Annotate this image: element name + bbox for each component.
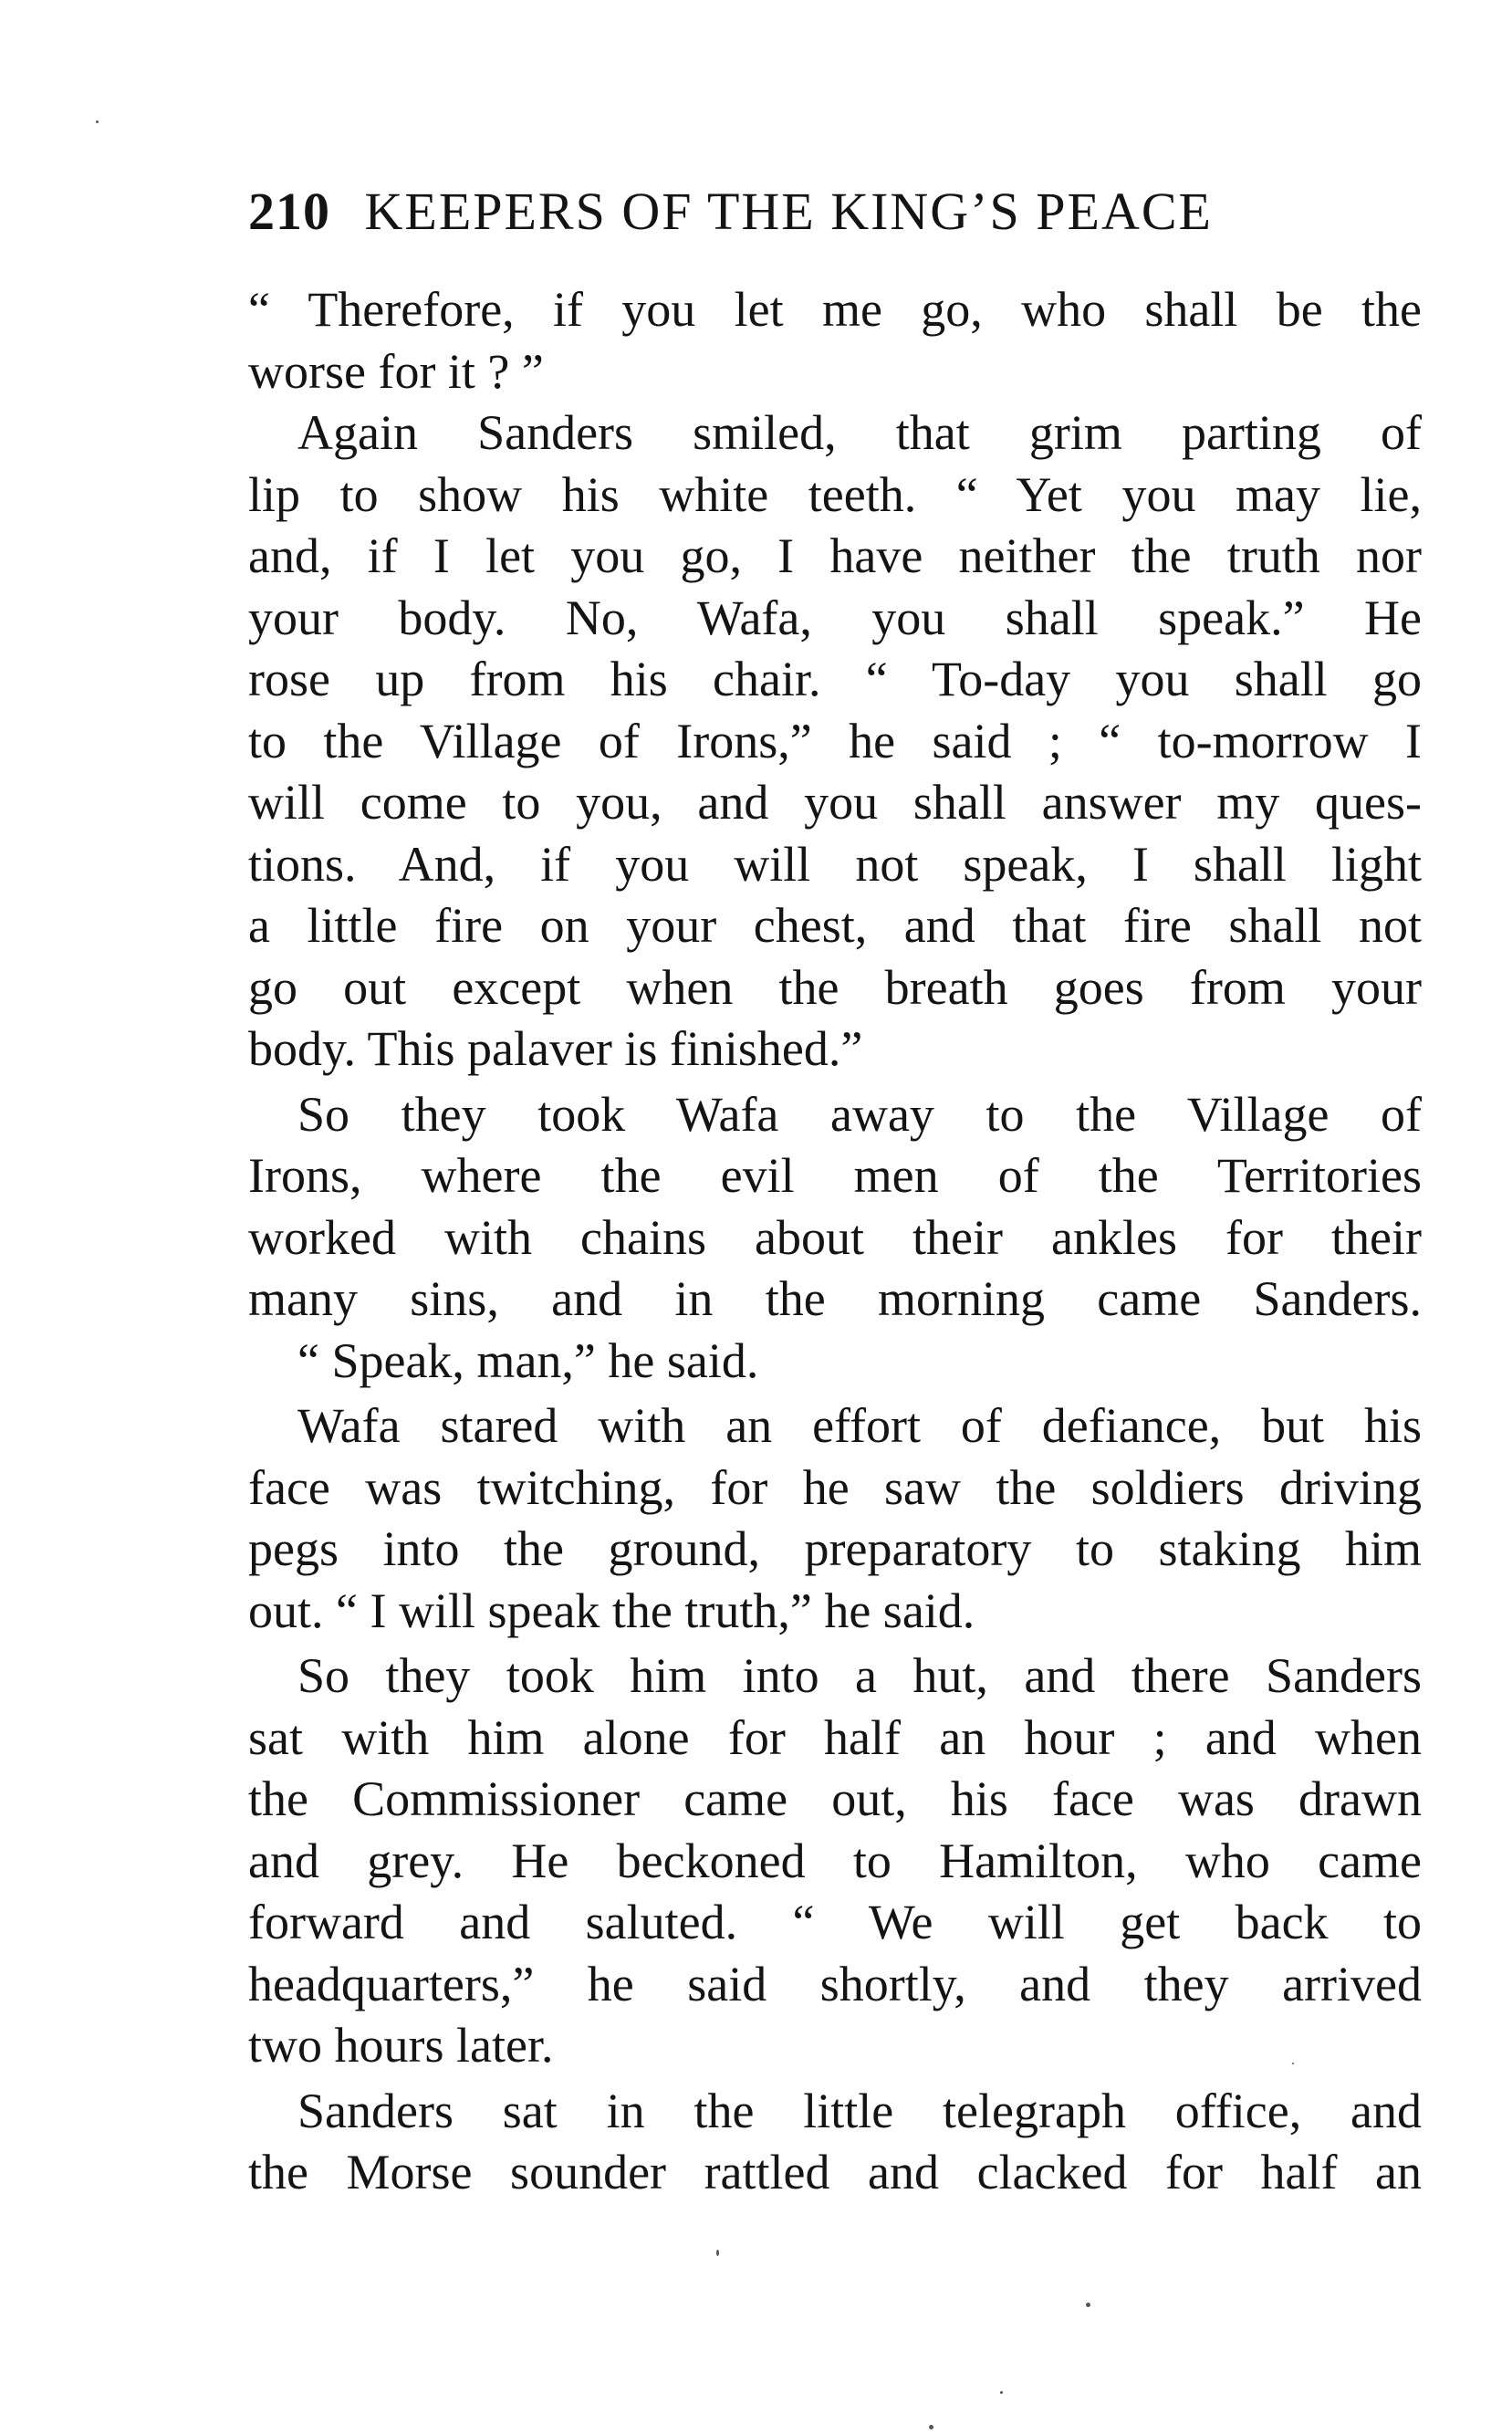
text-line: lip to show his white teeth. “ Yet you may lie, xyxy=(248,466,1422,522)
text-line: and grey. He beckoned to Hamilton, who came xyxy=(248,1833,1422,1888)
text-line: Sanders sat in the little telegraph office, and xyxy=(297,2083,1422,2138)
text-line: forward and saluted. “ We will get back to xyxy=(248,1895,1422,1949)
text-line: a little fire on your chest, and that fire shall not xyxy=(248,898,1422,953)
text-line: many sins, and in the morning came Sanders. xyxy=(248,1271,1422,1326)
text-line: So they took him into a hut, and there Sanders xyxy=(297,1648,1422,1703)
text-line: tions. And, if you will not speak, I shall light xyxy=(248,836,1422,892)
page-number: 210 xyxy=(248,182,330,241)
text-line: body. This palaver is finished.” xyxy=(248,1021,863,1076)
text-line: and, if I let you go, I have neither the truth nor xyxy=(248,528,1422,583)
paper-speck xyxy=(1000,2391,1003,2394)
text-line: “ Therefore, if you let me go, who shall be the xyxy=(248,282,1422,337)
text-line: the Morse sounder rattled and clacked for half an xyxy=(248,2145,1422,2199)
text-line: Again Sanders smiled, that grim parting of xyxy=(297,405,1422,460)
text-line: “ Speak, man,” he said. xyxy=(297,1332,759,1388)
text-line: will come to you, and you shall answer my ques- xyxy=(248,775,1422,830)
book-title: KEEPERS OF THE KING’S PEACE xyxy=(364,182,1213,241)
text-line: go out except when the breath goes from your xyxy=(248,959,1422,1015)
text-line: face was twitching, for he saw the soldiers driving xyxy=(248,1459,1422,1515)
text-line: headquarters,” he said shortly, and they arrived xyxy=(248,1956,1422,2011)
text-line: out. “ I will speak the truth,” he said. xyxy=(248,1583,975,1638)
text-line: rose up from his chair. “ To-day you shall go xyxy=(248,652,1422,706)
text-line: the Commissioner came out, his face was drawn xyxy=(248,1771,1422,1826)
text-line: Irons, where the evil men of the Territories xyxy=(248,1148,1422,1203)
text-line: Wafa stared with an effort of defiance, but his xyxy=(297,1398,1422,1453)
running-head xyxy=(248,175,1378,248)
text-line: your body. No, Wafa, you shall speak.” He xyxy=(248,590,1422,645)
text-line: worse for it ? ” xyxy=(248,343,544,399)
body-text xyxy=(248,279,1422,2204)
paper-speck xyxy=(96,120,99,123)
text-line: two hours later. xyxy=(248,2018,554,2073)
paper-speck xyxy=(929,2425,933,2429)
text-line: worked with chains about their ankles for their xyxy=(248,1209,1422,1265)
paper-speck xyxy=(1292,2063,1294,2064)
text-line: pegs into the ground, preparatory to staking him xyxy=(248,1521,1422,1576)
text-line: to the Village of Irons,” he said ; “ to-morrow I xyxy=(248,713,1422,768)
text-line: So they took Wafa away to the Village of xyxy=(297,1086,1422,1142)
paper-speck xyxy=(716,2250,719,2256)
text-line: sat with him alone for half an hour ; and when xyxy=(248,1709,1422,1765)
paper-speck xyxy=(1086,2303,1090,2307)
